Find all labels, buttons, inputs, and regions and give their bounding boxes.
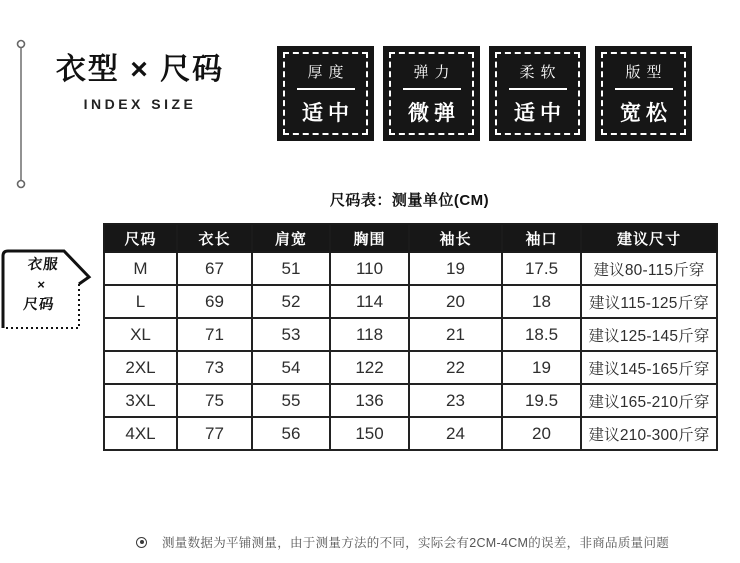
cell-size: XL bbox=[104, 318, 177, 351]
footnote-text: 测量数据为平铺测量，由于测量方法的不同，实际会有2CM-4CM的误差，非商品质量问题 bbox=[162, 536, 670, 550]
cell-chest: 110 bbox=[330, 252, 409, 285]
page-title: 衣型 × 尺码 bbox=[55, 53, 225, 86]
column-header-cuff: 袖口 bbox=[502, 224, 581, 252]
cell-length: 69 bbox=[177, 285, 252, 318]
callout-text bbox=[1, 255, 81, 316]
cell-suggested: 建议125-145斤穿 bbox=[581, 318, 717, 351]
size-table bbox=[103, 223, 718, 451]
cell-chest: 136 bbox=[330, 384, 409, 417]
cell-suggested: 建议145-165斤穿 bbox=[581, 351, 717, 384]
decorative-ruler-line bbox=[11, 38, 31, 195]
badge-divider bbox=[403, 88, 461, 90]
column-header-sleeve: 袖长 bbox=[409, 224, 502, 252]
badge-fit-inner bbox=[601, 52, 686, 135]
badge-divider bbox=[615, 88, 673, 90]
cell-chest: 118 bbox=[330, 318, 409, 351]
cell-size: M bbox=[104, 252, 177, 285]
cell-length: 73 bbox=[177, 351, 252, 384]
cell-suggested: 建议165-210斤穿 bbox=[581, 384, 717, 417]
badge-value: 宽松 bbox=[620, 101, 672, 125]
cell-cuff: 20 bbox=[502, 417, 581, 450]
cell-length: 67 bbox=[177, 252, 252, 285]
cell-chest: 150 bbox=[330, 417, 409, 450]
cell-length: 77 bbox=[177, 417, 252, 450]
cell-cuff: 17.5 bbox=[502, 252, 581, 285]
ruler-line-icon bbox=[11, 38, 31, 190]
badge-fit bbox=[595, 46, 692, 141]
badge-label: 厚度 bbox=[307, 63, 350, 81]
cell-chest: 122 bbox=[330, 351, 409, 384]
badge-label: 弹力 bbox=[413, 63, 456, 81]
callout-line: 衣服 bbox=[26, 257, 60, 273]
cell-sleeve: 20 bbox=[409, 285, 502, 318]
cell-sleeve: 23 bbox=[409, 384, 502, 417]
column-header-length: 衣长 bbox=[177, 224, 252, 252]
cell-shoulder: 53 bbox=[252, 318, 330, 351]
badge-thickness bbox=[277, 46, 374, 141]
badge-softness bbox=[489, 46, 586, 141]
badge-divider bbox=[509, 88, 567, 90]
badge-value: 微弹 bbox=[408, 101, 460, 125]
bullet-dot-icon bbox=[140, 540, 144, 544]
cell-sleeve: 19 bbox=[409, 252, 502, 285]
size-table-header-row bbox=[104, 224, 717, 252]
badge-label: 版型 bbox=[625, 63, 668, 81]
cell-suggested: 建议115-125斤穿 bbox=[581, 285, 717, 318]
cell-cuff: 18.5 bbox=[502, 318, 581, 351]
badge-value: 适中 bbox=[302, 101, 354, 125]
cell-cuff: 19.5 bbox=[502, 384, 581, 417]
badge-elasticity bbox=[383, 46, 480, 141]
column-header-chest: 胸围 bbox=[330, 224, 409, 252]
footnote bbox=[136, 533, 669, 551]
cell-sleeve: 21 bbox=[409, 318, 502, 351]
column-header-shoulder: 肩宽 bbox=[252, 224, 330, 252]
cell-shoulder: 56 bbox=[252, 417, 330, 450]
badge-elasticity-inner bbox=[389, 52, 474, 135]
cell-sleeve: 24 bbox=[409, 417, 502, 450]
title-block bbox=[38, 44, 242, 112]
table-row-l bbox=[104, 285, 717, 318]
size-callout-bubble bbox=[0, 246, 96, 334]
badge-thickness-inner bbox=[283, 52, 368, 135]
cell-chest: 114 bbox=[330, 285, 409, 318]
cell-size: 3XL bbox=[104, 384, 177, 417]
bullet-icon bbox=[136, 537, 147, 548]
table-caption: 尺码表：测量单位(CM) bbox=[329, 192, 490, 209]
table-row-m bbox=[104, 252, 717, 285]
badge-softness-inner bbox=[495, 52, 580, 135]
cell-size: 4XL bbox=[104, 417, 177, 450]
cell-shoulder: 52 bbox=[252, 285, 330, 318]
feature-badges bbox=[277, 46, 692, 141]
column-header-size: 尺码 bbox=[104, 224, 177, 252]
cell-shoulder: 55 bbox=[252, 384, 330, 417]
table-row-2xl bbox=[104, 351, 717, 384]
cell-shoulder: 54 bbox=[252, 351, 330, 384]
cell-size: 2XL bbox=[104, 351, 177, 384]
badge-divider bbox=[297, 88, 355, 90]
cell-suggested: 建议210-300斤穿 bbox=[581, 417, 717, 450]
cell-length: 71 bbox=[177, 318, 252, 351]
cell-sleeve: 22 bbox=[409, 351, 502, 384]
cell-cuff: 18 bbox=[502, 285, 581, 318]
table-row-xl bbox=[104, 318, 717, 351]
callout-times-symbol: × bbox=[36, 277, 46, 293]
cell-shoulder: 51 bbox=[252, 252, 330, 285]
badge-label: 柔软 bbox=[519, 63, 562, 81]
cell-size: L bbox=[104, 285, 177, 318]
cell-length: 75 bbox=[177, 384, 252, 417]
page-subtitle: INDEX SIZE bbox=[83, 96, 197, 112]
column-header-suggested: 建议尺寸 bbox=[581, 224, 717, 252]
badge-value: 适中 bbox=[514, 101, 566, 125]
cell-cuff: 19 bbox=[502, 351, 581, 384]
cell-suggested: 建议80-115斤穿 bbox=[581, 252, 717, 285]
callout-line: 尺码 bbox=[22, 296, 56, 313]
table-row-4xl bbox=[104, 417, 717, 450]
table-row-3xl bbox=[104, 384, 717, 417]
